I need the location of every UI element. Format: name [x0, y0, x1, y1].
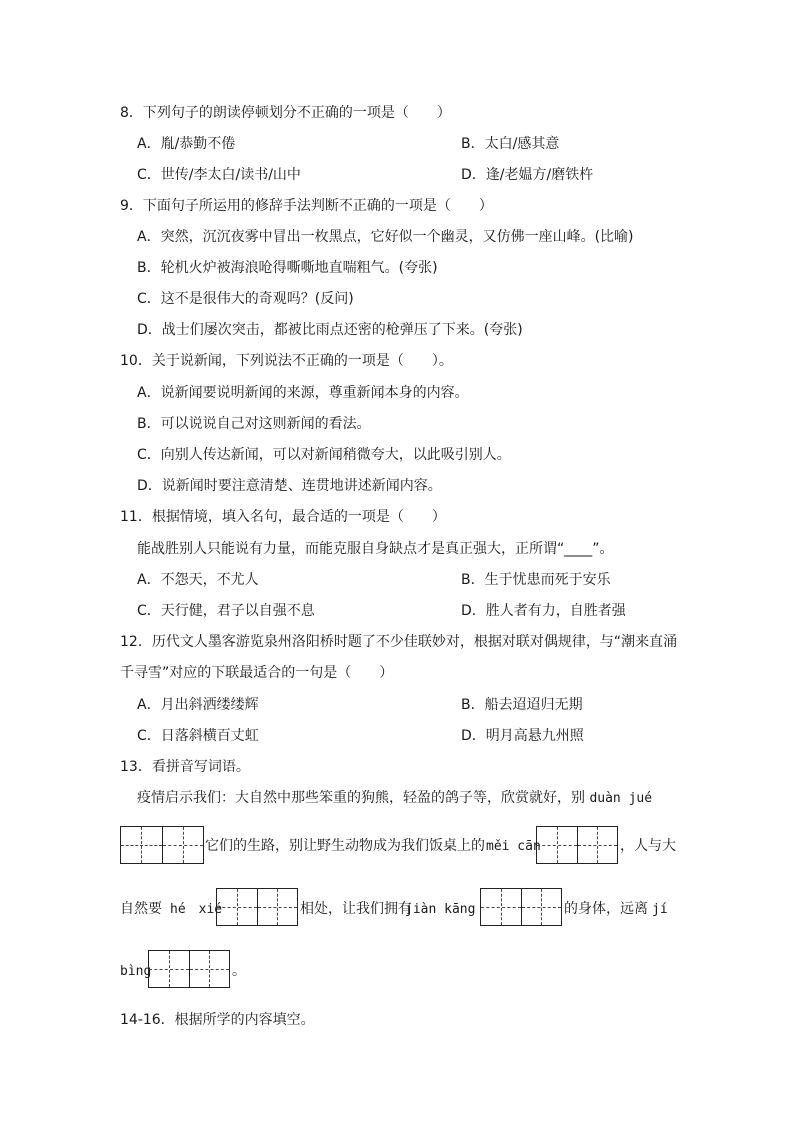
pinyin-jibing-2: bìng	[120, 964, 152, 979]
q8-option-a: A．胤/恭勤不倦	[137, 136, 236, 152]
answer-cell[interactable]	[189, 951, 230, 987]
q8-option-c: C．世传/李太白/读书/山中	[137, 167, 301, 183]
q13-line3-text2: 相处，让我们拥有	[300, 901, 412, 917]
q9-option-d: D．战士们屡次突击，都被比雨点还密的枪弹压了下来。(夸张)	[137, 322, 523, 338]
q10-option-c: C．向别人传达新闻，可以对新闻稍微夸大，以此吸引别人。	[137, 447, 511, 463]
q12-option-d: D．明月高悬九州照	[461, 728, 584, 744]
answer-cell[interactable]	[121, 827, 162, 863]
q13-line2-text: 它们的生路，别让野生动物成为我们饭桌上的	[205, 838, 485, 854]
q11-context: 能战胜别人只能说有力量，而能克服自身缺点才是真正强大，正所谓“____”。	[137, 541, 614, 557]
answer-box-jiankang[interactable]	[480, 888, 562, 926]
q12-option-a: A．月出斜洒缕缕辉	[137, 697, 259, 713]
pinyin-jiankang: jiàn kāng	[405, 902, 476, 917]
q11-stem: 11．根据情境，填入名句，最合适的一项是（ ）	[120, 509, 446, 525]
q10-stem: 10．关于说新闻，下列说法不正确的一项是（ ）。	[120, 353, 453, 369]
q13-line2-tail: ，人与大	[620, 838, 676, 854]
q9-option-c: C．这不是很伟大的奇观吗？(反问)	[137, 291, 354, 307]
answer-cell[interactable]	[149, 951, 189, 987]
answer-cell[interactable]	[162, 827, 204, 863]
pinyin-duanjue: duàn jué	[589, 791, 653, 806]
answer-cell[interactable]	[217, 889, 257, 925]
answer-box-meican[interactable]	[536, 826, 618, 864]
answer-cell[interactable]	[521, 889, 562, 925]
q14-16-stem: 14-16．根据所学的内容填空。	[120, 1012, 315, 1028]
q11-option-a: A．不怨天，不尤人	[137, 572, 259, 588]
answer-cell[interactable]	[577, 827, 618, 863]
q9-stem: 9．下面句子所运用的修辞手法判断不正确的一项是（ ）	[120, 198, 493, 214]
answer-box-duanjue[interactable]	[120, 826, 204, 864]
q12-option-c: C．日落斜横百丈虹	[137, 728, 259, 744]
q11-option-c: C．天行健，君子以自强不息	[137, 603, 315, 619]
q13-line4-end: 。	[232, 963, 246, 979]
answer-box-hexie[interactable]	[216, 888, 298, 926]
q10-option-a: A．说新闻要说明新闻的来源，尊重新闻本身的内容。	[137, 385, 469, 401]
q10-option-d: D．说新闻时要注意清楚、连贯地讲述新闻内容。	[137, 478, 442, 494]
answer-cell[interactable]	[537, 827, 577, 863]
q12-stem-line2: 千寻雪”对应的下联最适合的一句是（ ）	[120, 665, 394, 681]
q11-option-d: D．胜人者有力，自胜者强	[461, 603, 626, 619]
q8-option-b: B．太白/感其意	[461, 136, 560, 152]
pinyin-meican: měi cān	[486, 839, 541, 854]
q13-line3-text3: 的身体，远离	[564, 901, 648, 917]
q13-line1-text: 疫情启示我们：大自然中那些笨重的狗熊，轻盈的鸽子等，欣赏就好，别	[137, 790, 590, 806]
q11-option-b: B．生于忧患而死于安乐	[461, 572, 611, 588]
q10-option-b: B．可以说说自己对这则新闻的看法。	[137, 416, 371, 432]
q13-stem: 13．看拼音写词语。	[120, 759, 250, 775]
q12-stem-line1: 12．历代文人墨客游览泉州洛阳桥时题了不少佳联妙对，根据对联对偶规律，与“潮来直涌	[120, 634, 678, 650]
pinyin-jibing-1: jí	[652, 902, 668, 917]
q12-option-b: B．船去迢迢归无期	[461, 697, 583, 713]
q8-stem: 8．下列句子的朗读停顿划分不正确的一项是（ ）	[120, 105, 451, 121]
q9-option-a: A．突然，沉沉夜雾中冒出一枚黑点，它好似一个幽灵，又仿佛一座山峰。(比喻)	[137, 229, 634, 245]
q9-option-b: B．轮机火炉被海浪呛得嘶嘶地直喘粗气。(夸张)	[137, 260, 438, 276]
q8-option-d: D．逢/老媪方/磨铁杵	[461, 167, 594, 183]
pinyin-hexie: hé xié	[170, 902, 223, 917]
answer-cell[interactable]	[481, 889, 521, 925]
q13-line1	[137, 789, 652, 808]
answer-box-jibing[interactable]	[148, 950, 230, 988]
answer-cell[interactable]	[257, 889, 298, 925]
q13-line3-text1: 自然要	[120, 901, 162, 917]
